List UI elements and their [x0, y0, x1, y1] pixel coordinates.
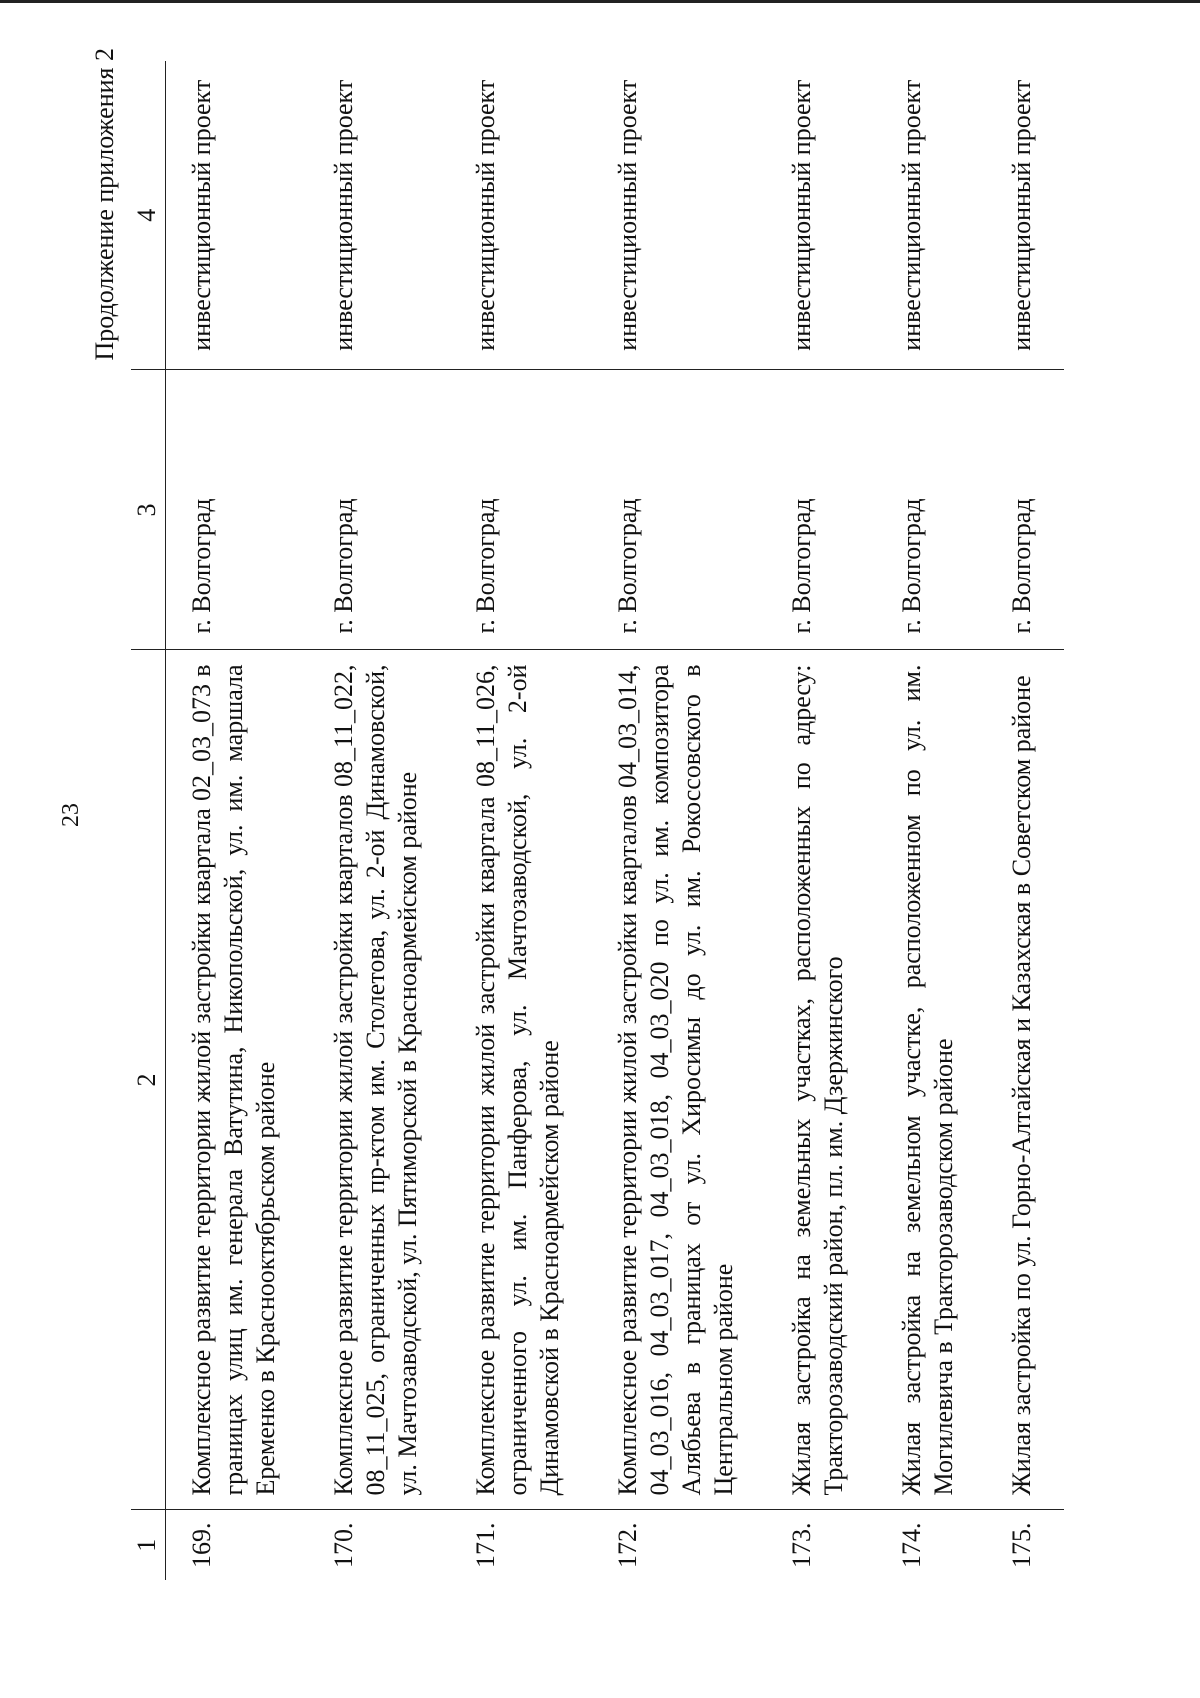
- row-kind: инвестиционный проект: [166, 61, 309, 370]
- row-description: Жилая застройка по ул. Горно-Алтайская и Казахская в Советском районе: [986, 650, 1064, 1510]
- row-kind: инвестиционный проект: [766, 61, 876, 370]
- row-city: г. Волгоград: [166, 370, 309, 650]
- row-description: Комплексное развитие территории жилой застройки квартала 02_03_073 в границах улиц им. генерала Ватутина, Никопольской, ул. им. маршала Еременко в Краснооктябрьском районе: [166, 650, 309, 1510]
- row-number: 170.: [329, 1522, 358, 1568]
- row-city: г. Волгоград: [450, 370, 592, 650]
- row-city: г. Волгоград: [308, 370, 450, 650]
- row-kind: инвестиционный проект: [876, 61, 986, 370]
- row-number: 175.: [1007, 1522, 1036, 1568]
- row-description: Комплексное развитие территории жилой застройки квартала 08_11_026, ограниченного ул. им. Панферова, ул. Мачтозаводской, ул. 2-ой Динамовской в Красноармейском районе: [450, 650, 592, 1510]
- table-row: [166, 61, 309, 1580]
- row-kind: инвестиционный проект: [986, 61, 1064, 370]
- table-row: [986, 61, 1064, 1580]
- page-number: 23: [58, 803, 84, 827]
- header-col-1: 1: [131, 1510, 166, 1580]
- row-number: 169.: [187, 1522, 216, 1568]
- row-city: г. Волгоград: [592, 370, 766, 650]
- table-row: [592, 61, 766, 1580]
- row-description: Комплексное развитие территории жилой застройки кварталов 04_03_014, 04_03_016, 04_03_017, 04_03_018, 04_03_020 по ул. им. композитора Алябьева в границах от ул. Хиросимы до ул. им. Рокоссовского в Центральном районе: [592, 650, 766, 1510]
- row-city: г. Волгоград: [766, 370, 876, 650]
- projects-table: [131, 61, 1064, 1580]
- row-description: Жилая застройка на земельных участках, расположенных по адресу: Тракторозаводский район, пл. им. Дзержинского: [766, 650, 876, 1510]
- row-description: Комплексное развитие территории жилой застройки кварталов 08_11_022, 08_11_025, ограниченных пр-ктом им. Столетова, ул. 2-ой Динамовской, ул. Мачтозаводской, ул. Пятиморской в Красноармейском районе: [308, 650, 450, 1510]
- table-row: [766, 61, 876, 1580]
- table-row: [876, 61, 986, 1580]
- header-col-3: 3: [131, 370, 166, 650]
- row-kind: инвестиционный проект: [592, 61, 766, 370]
- row-description: Жилая застройка на земельном участке, расположенном по ул. им. Могилевича в Тракторозаводском районе: [876, 650, 986, 1510]
- appendix-caption: Продолжение приложения 2: [90, 48, 119, 361]
- row-number: 172.: [613, 1522, 642, 1568]
- row-city: г. Волгоград: [986, 370, 1064, 650]
- row-kind: инвестиционный проект: [308, 61, 450, 370]
- row-number: 173.: [787, 1522, 816, 1568]
- header-row: [131, 61, 166, 1580]
- row-kind: инвестиционный проект: [450, 61, 592, 370]
- table-row: [450, 61, 592, 1580]
- header-col-4: 4: [131, 61, 166, 370]
- row-city: г. Волгоград: [876, 370, 986, 650]
- row-number: 171.: [471, 1522, 500, 1568]
- row-number: 174.: [897, 1522, 926, 1568]
- header-col-2: 2: [131, 650, 166, 1510]
- table-row: [308, 61, 450, 1580]
